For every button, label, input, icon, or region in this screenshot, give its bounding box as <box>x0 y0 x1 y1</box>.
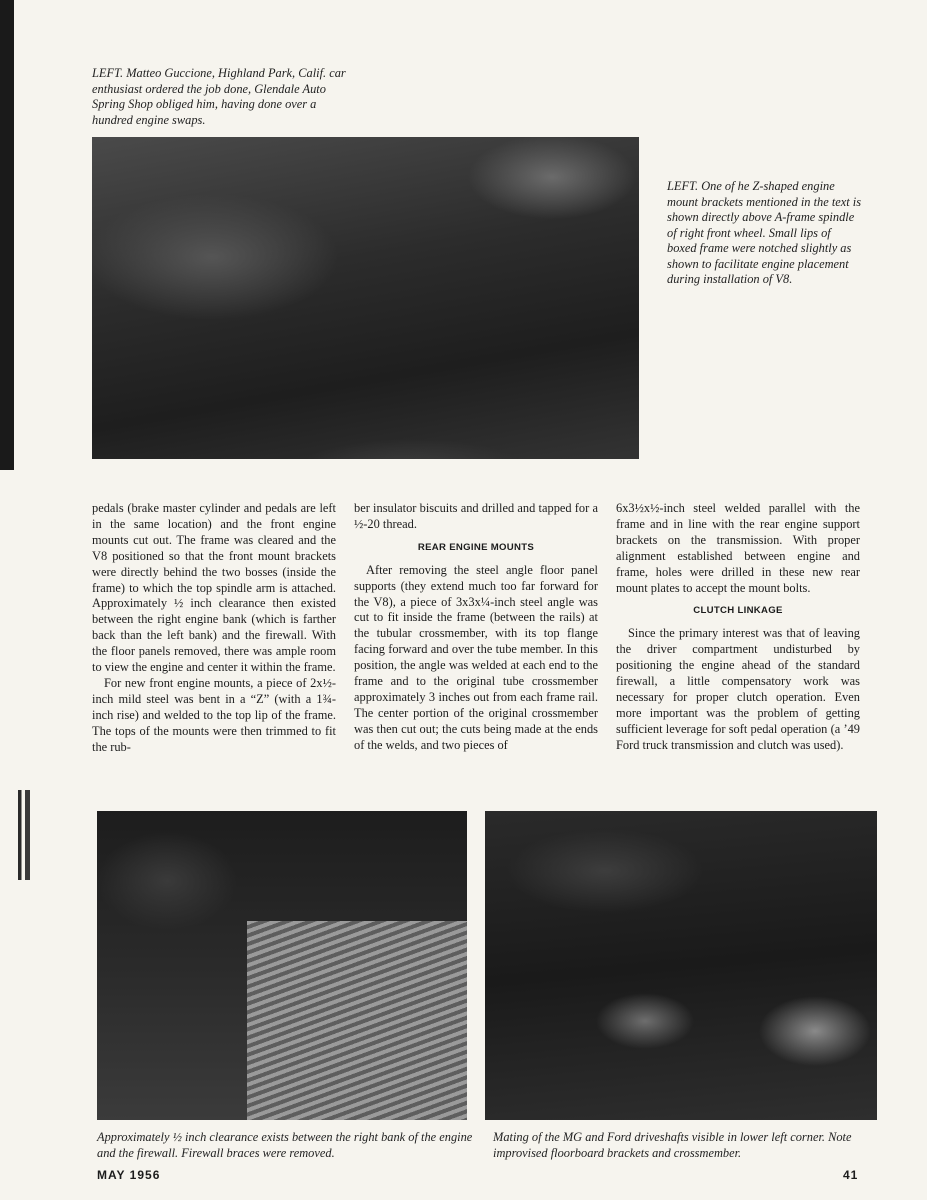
text-column-2 <box>354 501 598 754</box>
issue-date: MAY 1956 <box>97 1168 161 1182</box>
section-heading-rear-engine-mounts: REAR ENGINE MOUNTS <box>417 541 535 553</box>
caption-bottom-right-photo: Mating of the MG and Ford driveshafts visible in lower left corner. Note improvised floorboard brackets and crossmember. <box>493 1130 852 1160</box>
paragraph: pedals (brake master cylinder and pedals are left in the same location) and the front engine mounts cut out. The frame was cleared and the V8 positioned so that the front mount brackets were directly behind the two bosses (inside the frame) to which the top spindle arm is attached. Approximately ½ inch clearance then existed between the right engine bank (which is farther back than the left bank) and the firewall. With the floor panels removed, there was ample room to view the engine and center it within the frame. <box>92 501 336 675</box>
page-number: 41 <box>843 1168 859 1182</box>
paragraph: ber insulator biscuits and drilled and tapped for a ½-20 thread. <box>354 501 598 531</box>
section-heading-clutch-linkage: CLUTCH LINKAGE <box>693 605 783 617</box>
caption-bottom-left-photo: Approximately ½ inch clearance exists between the right bank of the engine and the firewall. Firewall braces were removed. <box>97 1130 473 1160</box>
text-column-1 <box>92 501 336 756</box>
scan-edge-mark <box>18 790 30 880</box>
paragraph: 6x3½x½-inch steel welded parallel with the frame and in line with the rear engine support brackets on the transmission. With proper alignment established between engine and frame, holes were drilled in these new rear mount plates to accept the mount bolts. <box>616 501 860 595</box>
caption-top-photo: LEFT. Matteo Guccione, Highland Park, Calif. car enthusiast ordered the job done, Glendale Auto Spring Shop obliged him, having done over a hundred engine swaps. <box>92 66 346 127</box>
photo-engine-mount-bracket <box>92 137 639 459</box>
scan-edge-strip <box>0 0 14 470</box>
paragraph: After removing the steel angle floor panel supports (they extend much too far forward for the V8), a piece of 3x3x¼-inch steel angle was cut to fit inside the frame (between the rails) at the tubular crossmember, with its top flange facing forward and over the tube member. In this position, the angle was welded at each end to the frame and to the original tube crossmember approximately 3 inches out from each frame rail. The center portion of the original crossmember was then cut out; the cuts being made at the ends of the welds, and two pieces of <box>354 562 598 752</box>
text-column-3 <box>616 501 860 754</box>
paragraph: Since the primary interest was that of leaving the driver compartment undisturbed by positioning the engine ahead of the standard firewall, a little compensatory work was necessary for proper clutch operation. Even more important was the problem of getting sufficient leverage for soft pedal operation (a ’49 Ford truck transmission and clutch was used). <box>616 626 860 752</box>
paragraph: For new front engine mounts, a piece of 2x½-inch mild steel was bent in a “Z” (with a 1¾-inch rise) and welded to the top lip of the frame. The tops of the mounts were then trimmed to fit the rub- <box>92 675 336 754</box>
photo-driveshafts <box>485 811 877 1120</box>
photo-engine-firewall <box>97 811 467 1120</box>
caption-right-photo: LEFT. One of he Z-shaped engine mount brackets mentioned in the text is shown directly above A-frame spindle of right front wheel. Small lips of boxed frame were notched slightly as shown to facilitate engine placement during installation of V8. <box>667 179 862 286</box>
